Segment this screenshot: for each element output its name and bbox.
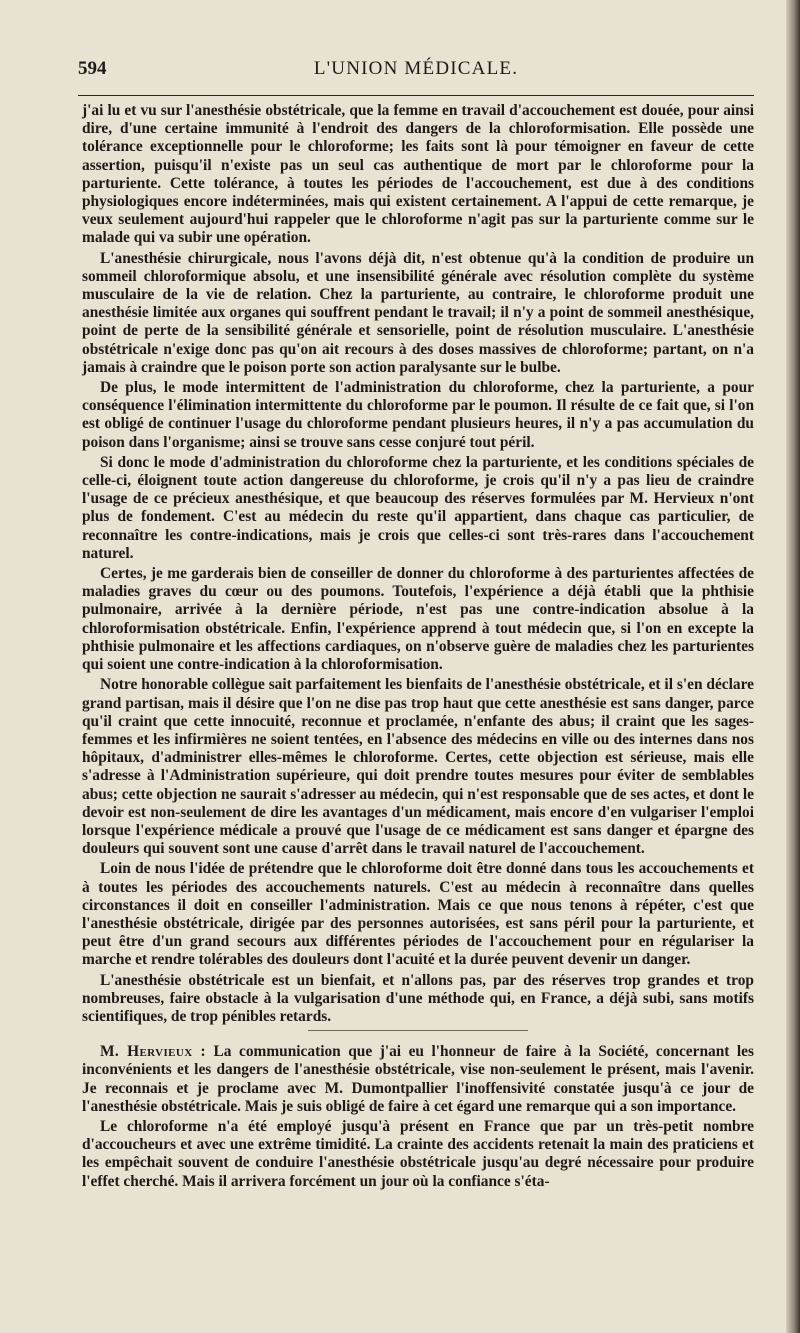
running-title: L'UNION MÉDICALE.	[313, 58, 519, 79]
paragraph-5: Certes, je me garderais bien de conseiller de donner du chloroforme à des parturientes affectées de maladies graves du cœur ou des poumons. Toutefois, l'expérience a déjà établi que la phthisie pulmonaire, arrivée à la dernière période, n'est pas une contre-indication absolue à la chloroformisation obstétricale. Enfin, l'expérience apprend à tout médecin que, si l'on en excepte la phthisie pulmonaire et les affections cardiaques, on n'observe guère de maladies chez les parturientes qui soient une contre-indication à la chloroformisation.	[82, 565, 754, 674]
speaker-name: M. Hervieux :	[100, 1043, 207, 1061]
paragraph-8: L'anesthésie obstétricale est un bienfait, et n'allons pas, par des réserves trop grandes et trop nombreuses, faire obstacle à la vulgarisation d'une méthode qui, en France, a déjà subi, sans motifs scientifiques, de trop pénibles retards.	[82, 971, 754, 1025]
reply-paragraph	[82, 1043, 754, 1116]
reply-continuation: Le chloroforme n'a été employé jusqu'à présent en France que par un très-petit nombre d'accoucheurs et avec une extrême timidité. La crainte des accidents retenait la main des praticiens et les empêchait souvent de conduire l'anesthésie obstétricale jusqu'au degré nécessaire pour produire l'effet cherché. Mais il arrivera forcément un jour où la confiance s'éta-	[82, 1117, 754, 1190]
article-body	[82, 102, 754, 1193]
page-number: 594	[78, 58, 107, 79]
header-rule	[78, 95, 754, 96]
paragraph-4: Si donc le mode d'administration du chloroforme chez la parturiente, et les conditions spéciales de celle-ci, éloignent toute action dangereuse du chloroforme, je crois qu'il n'y a pas lieu de craindre l'usage de ce précieux anesthésique, et que beaucoup des réserves formulées par M. Hervieux n'ont plus de fondement. C'est au médecin du reste qu'il appartient, dans chaque cas particulier, de reconnaître les contre-indications, mais je crois que celles-ci sont très-rares dans l'accouchement naturel.	[82, 453, 754, 562]
page-header	[78, 58, 754, 88]
paragraph-2: L'anesthésie chirurgicale, nous l'avons déjà dit, n'est obtenue qu'à la condition de produire un sommeil chloroformique absolu, et une insensibilité générale avec résolution complète du système musculaire de la vie de relation. Chez la parturiente, au contraire, le chloroforme produit une anesthésie limitée aux organes qui souffrent pendant le travail; il n'y a point de sommeil anesthésique, point de perte de la sensibilité générale et sensorielle, point de résolution musculaire. L'anesthésie obstétricale n'exige donc pas qu'on ait recours à des doses massives de chloroforme; partant, on n'a jamais à craindre que le poison porte son action paralysante sur le bulbe.	[82, 249, 754, 376]
reply-text: La communication que j'ai eu l'honneur de faire à la Société, concernant les inconvénients et les dangers de l'anesthésie obstétricale, vise non-seulement le présent, mais l'avenir. Je reconnais et je proclame avec M. Dumontpallier l'inoffensivité constatée jusqu'à ce jour de l'anesthésie obstétricale. Mais je suis obligé de faire à cet égard une remarque qui a son importance.	[82, 1043, 754, 1115]
paragraph-1: j'ai lu et vu sur l'anesthésie obstétricale, que la femme en travail d'accouchement est douée, pour ainsi dire, d'une certaine immunité à l'endroit des dangers de la chloroformisation. Elle possède une tolérance exceptionnelle pour le chloroforme; les faits sont là pour témoigner en faveur de cette assertion, puisqu'il n'existe pas un seul cas authentique de mort par le chloroforme pour la parturiente. Cette tolérance, à toutes les périodes de l'accouchement, est due à des conditions physiologiques encore indéterminées, mais qui existent certainement. A l'appui de cette remarque, je veux seulement aujourd'hui rappeler que le chloroforme n'agit pas sur la parturiente comme sur le malade qui va subir une opération.	[82, 102, 754, 247]
paragraph-7: Loin de nous l'idée de prétendre que le chloroforme doit être donné dans tous les accouchements et à toutes les périodes des accouchements naturels. C'est au médecin à reconnaître dans quelles circonstances il doit en conseiller l'administration. Mais ce que nous tenons à répéter, c'est que l'anesthésie obstétricale, dirigée par des personnes autorisées, est sans péril pour la parturiente, et peut être d'un grand secours aux différentes périodes de l'accouchement pour en régulariser la marche et rendre tolérables des douleurs dont l'acuité et la durée peuvent devenir un danger.	[82, 860, 754, 969]
section-separator	[308, 1030, 528, 1031]
binding-gutter	[786, 0, 800, 1333]
paragraph-3: De plus, le mode intermittent de l'administration du chloroforme, chez la parturiente, a pour conséquence l'élimination intermittente du chloroforme par le poumon. Il résulte de ce fait que, si l'on est obligé de continuer l'usage du chloroforme pendant plusieurs heures, il n'y a pas accumulation du poison dans l'organisme; ainsi se trouve sans cesse conjuré tout péril.	[82, 379, 754, 451]
paragraph-6: Notre honorable collègue sait parfaitement les bienfaits de l'anesthésie obstétricale, et il s'en déclare grand partisan, mais il désire que l'on ne dise pas trop haut que cette anesthésie est sans danger, parce qu'il craint que cette innocuité, reconnue et proclamée, n'enfante des abus; il craint que les sages-femmes et les infirmières ne soient tentées, en l'absence des médecins en ville ou des internes dans nos hôpitaux, d'administrer elles-mêmes le chloroforme. Certes, cette objection est sérieuse, mais elle s'adresse à l'Administration supérieure, qui doit prendre toutes mesures pour éviter de semblables abus; cette objection ne saurait s'adresser au médecin, qui n'est responsable que de ses actes, et dont le devoir est non-seulement de dire les avantages d'un médicament, mais encore d'en vulgariser l'emploi lorsque l'expérience médicale a prouvé que l'usage de ce médicament est sans danger et épargne des douleurs qui souvent sont une cause d'arrêt dans le travail naturel de l'accouchement.	[82, 676, 754, 858]
